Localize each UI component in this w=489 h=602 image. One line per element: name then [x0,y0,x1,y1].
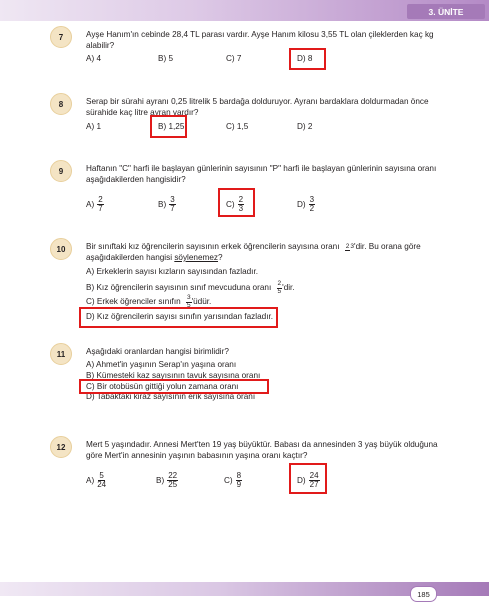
option-letter: D) [297,200,306,209]
option-letter: C) [224,476,233,485]
question-number: 12 [50,436,72,458]
option-d[interactable]: D) 8 [297,54,313,63]
question-number: 10 [50,238,72,260]
option-d[interactable]: D) Tabaktaki kiraz sayısının erik sayısına oranı [86,392,256,401]
option-a[interactable]: A) 4 [86,54,102,63]
option-b[interactable]: B) 5 [158,54,174,63]
stem-fraction: 23 [345,242,354,250]
option-c[interactable]: C) 7 [226,54,242,63]
option-fraction: $\frac{22}{25}$ [168,471,178,489]
option-fraction: $\frac{3}{2}$ [309,195,315,213]
question-stem: Mert 5 yaşındadır. Annesi Mert'ten 19 yaş büyüktür. Babası da annesinden 3 yaş büyük olduğuna göre Mert'in annesinin yaşının babasının yaşına oranı kaçtır? [86,440,438,460]
option-c[interactable] [224,472,242,489]
option-a[interactable] [86,472,106,489]
option-letter: B) [156,476,165,485]
option-letter: A) [86,476,95,485]
option-a[interactable] [86,196,104,213]
question-stem: Ayşe Hanım'ın cebinde 28,4 TL parası vardır. Ayşe Hanım kilosu 3,55 TL olan çileklerden kaç kg alabilir? [86,30,434,50]
option-fraction: $\frac{24}{27}$ [309,471,319,489]
option-c[interactable]: C) 1,5 [226,122,249,131]
option-d[interactable]: D) Kız öğrencilerin sayısı sınıfın yarısından fazladır. [86,312,274,321]
question-number: 11 [50,343,72,365]
option-b[interactable]: B) 1,25 [158,122,185,131]
question-stem: Aşağıdaki oranlardan hangisi birimlidir? [86,347,229,356]
question-number: 9 [50,160,72,182]
option-letter: D) [297,476,306,485]
unit-label: 3. ÜNİTE [407,4,485,19]
option-c[interactable]: C) Bir otobüsün gittiği yolun zamana oranı [86,382,239,391]
option-d[interactable]: D) 2 [297,122,313,131]
option-d[interactable] [297,472,320,489]
option-b[interactable]: B) Kümesteki kaz sayısının tavuk sayısına oranı [86,371,261,380]
option-b[interactable] [156,472,178,489]
option-c[interactable]: C) Erkek öğrenciler sınıfın $\frac{3}{5}$ 'üdür. [86,294,212,309]
question-stem: Serap bir sürahi ayranı 0,25 litrelik 5 bardağa dolduruyor. Ayranı bardaklara doldurmadan önce sürahide kaç litre ayran vardır? [86,97,429,117]
question-stem: Bir sınıftaki kız öğrencilerin sayısının erkek öğrencilerin sayısına oranı 23'dir. Bu orana göre aşağıdakilerden hangisi söylenemez? [86,242,421,262]
option-a[interactable]: A) Ahmet'in yaşının Serap'ın yaşına oranı [86,360,237,369]
question-stem: Haftanın "C" harfi ile başlayan günlerinin sayısının "P" harfi ile başlayan günlerinin sayısına oranı aşağıdakilerden hangisidir? [86,164,437,184]
option-fraction: $\frac{2}{3}$ [238,195,244,213]
option-a[interactable]: A) Erkeklerin sayısı kızların sayısından fazladır. [86,267,259,276]
option-a[interactable]: A) 1 [86,122,102,131]
option-fraction: $\frac{2}{7}$ [98,195,103,213]
stem-emphasis: söylenemez [174,253,219,262]
question-number: 8 [50,93,72,115]
question-number: 7 [50,26,72,48]
option-b[interactable]: B) Kız öğrencilerin sayısının sınıf mevcuduna oranı $\frac{2}{5}$ 'dir. [86,280,295,295]
option-letter: C) [226,200,235,209]
option-fraction: $\frac{3}{5}$ [186,294,191,309]
option-fraction: $\frac{2}{5}$ [277,280,282,295]
option-c[interactable] [226,196,244,213]
option-fraction: $\frac{3}{7}$ [170,195,175,213]
option-fraction: $\frac{5}{24}$ [97,471,107,489]
option-d[interactable] [297,196,315,213]
option-letter: A) [86,200,95,209]
option-b[interactable] [158,196,176,213]
option-letter: B) [158,200,167,209]
page-number: 185 [410,586,437,602]
option-fraction: $\frac{8}{9}$ [236,471,242,489]
